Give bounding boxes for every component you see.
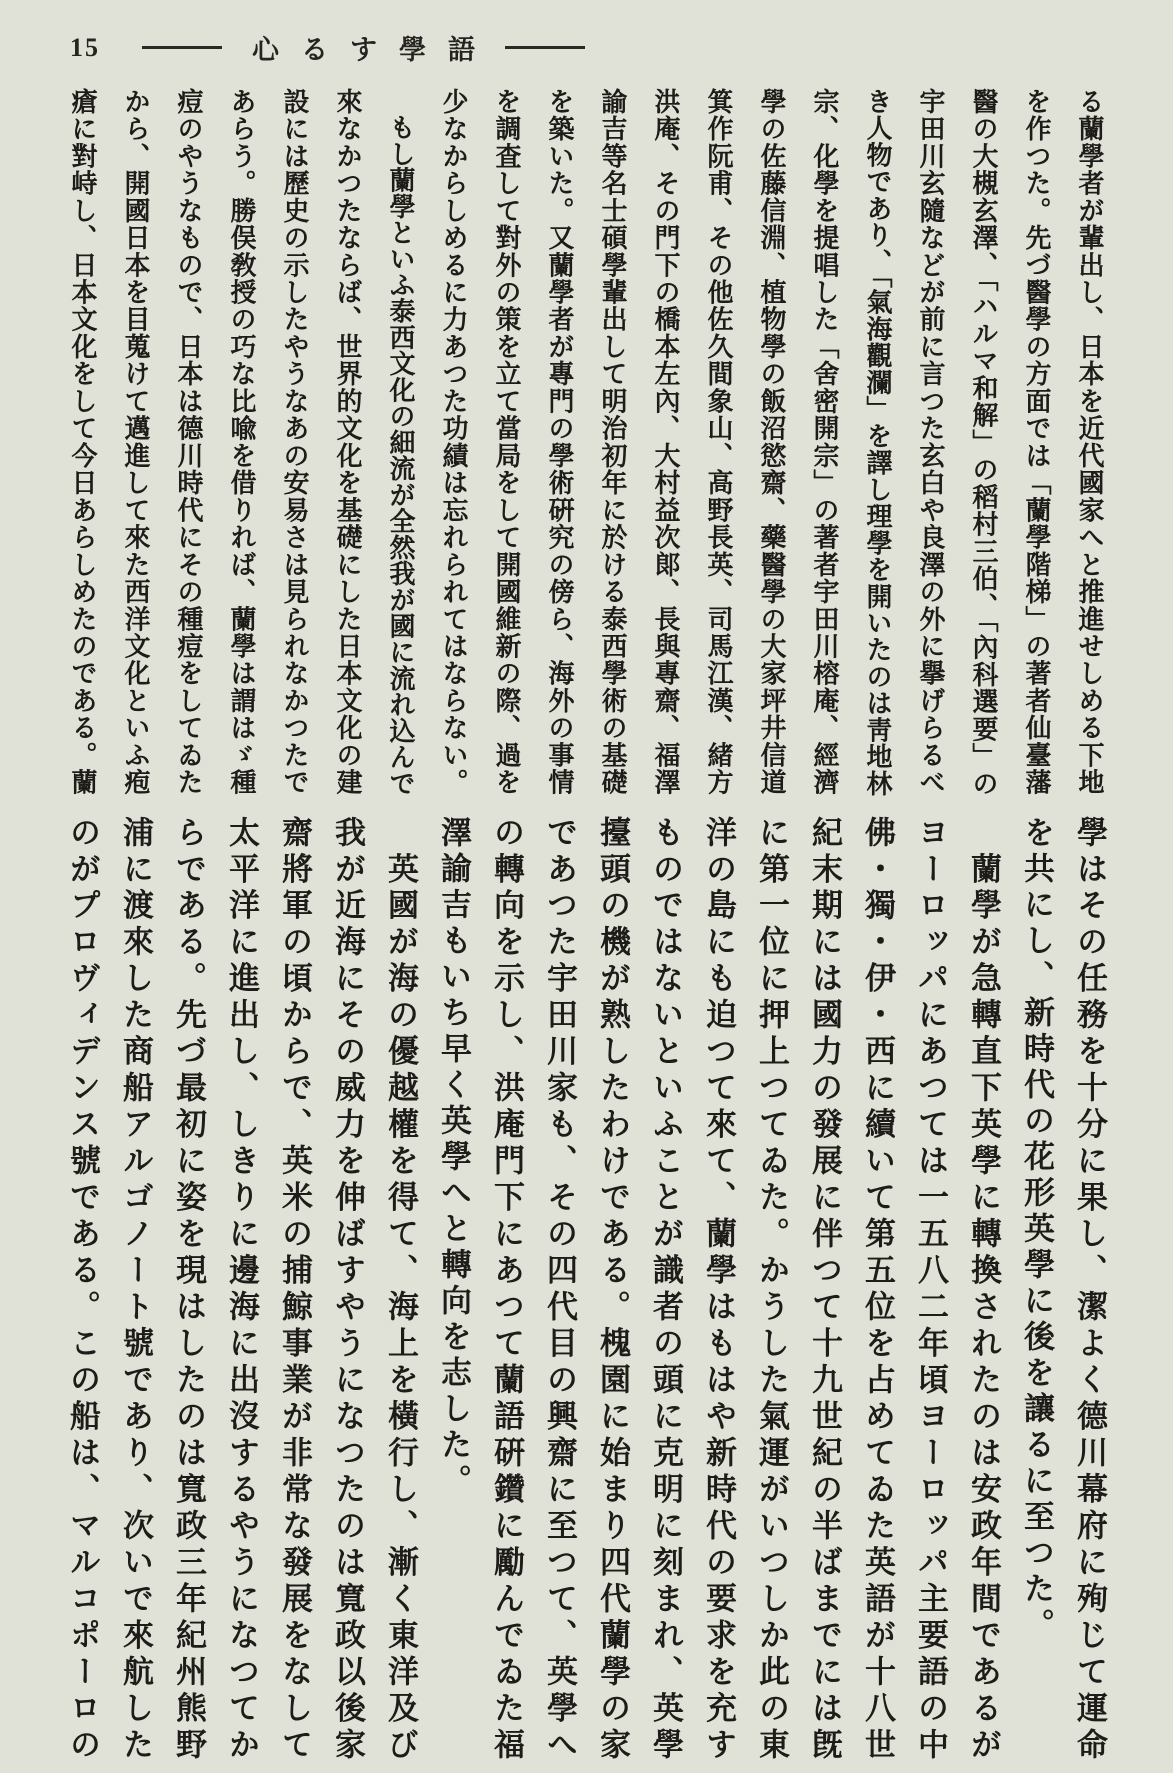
text-column: に第一位に押上つてゐた。かうした氣運がいつしか此の東 [754, 816, 789, 1764]
text-column: 痘のやうなもので、日本は德川時代にその種痘をしてゐた [174, 88, 203, 796]
lower-text-block [56, 816, 1116, 1764]
text-column: 醫の大槻玄澤、「ハルマ和解」の稻村三伯、「內科選要」の [969, 88, 998, 796]
text-column: 佛・獨・伊・西に續いて第五位を占めてゐた英語が十八世 [860, 816, 895, 1764]
text-column: から、開國日本を目蒐けて邁進して來た西洋文化といふ疱 [121, 88, 150, 796]
text-column: のがプロヴィデンス號である。この船は、マルコポーロの [65, 816, 100, 1764]
text-column: 擡頭の機が熟したわけである。槐園に始まり四代蘭學の家 [595, 816, 630, 1764]
text-column: 來なかつたならば、世界的文化を基礎にした日本文化の建 [333, 88, 362, 796]
text-column: あらう。勝俣敎授の巧な比喩を借りれば、蘭學は謂はゞ種 [227, 88, 256, 796]
text-column: 蘭學が急轉直下英學に轉換されたのは安政年間であるが [966, 816, 1001, 1764]
text-column: 宗、化學を提唱した「舍密開宗」の著者宇田川榕庵、經濟 [810, 88, 839, 796]
text-column: 洋の島にも迫つて來て、蘭學はもはや新時代の要求を充す [701, 816, 736, 1764]
page-header [70, 28, 585, 67]
text-column: 紀末期には國力の發展に伴つて十九世紀の半ばまでには旣 [807, 816, 842, 1764]
text-column: の轉向を示し、洪庵門下にあつて蘭語硏鑽に勵んでゐた福 [489, 816, 524, 1764]
text-column: 設には歷史の示したやうなあの安易さは見られなかつたで [280, 88, 309, 796]
text-column: 我が近海にその威力を伸ばすやうになつたのは寬政以後家 [330, 816, 365, 1764]
text-column: ものではないといふことが識者の頭に克明に刻まれ、英學 [648, 816, 683, 1764]
text-column: 箕作阮甫、その他佐久間象山、高野長英、司馬江漢、緒方 [704, 88, 733, 796]
text-column: 英國が海の優越權を得て、海上を橫行し、漸く東洋及び [383, 816, 418, 1764]
text-column: 宇田川玄隨などが前に言つた玄白や良澤の外に擧げらるべ [916, 88, 945, 796]
text-column: 太平洋に進出し、しきりに邊海に出沒するやうになつてか [224, 816, 259, 1764]
text-column: 諭吉等名士碩學輩出して明治初年に於ける泰西學術の基礎 [598, 88, 627, 796]
text-column: 洪庵、その門下の橋本左內、大村益次郞、長與專齋、福澤 [651, 88, 680, 796]
text-column: き人物であり、「氣海觀瀾」を譯し理學を開いたのは靑地林 [863, 88, 892, 797]
header-rule-right [505, 46, 585, 49]
text-column: らである。先づ最初に姿を現はしたのは寬政三年紀州熊野 [171, 816, 206, 1764]
text-column: 澤諭吉もいち早く英學へと轉向を志した。 [436, 816, 471, 1500]
text-column: を築いた。又蘭學者が專門の學術硏究の傍ら、海外の事情 [545, 88, 574, 796]
text-column: 浦に渡來した商船アルゴノート號であり、次いで來航した [118, 816, 153, 1764]
text-column: を共にし、新時代の花形英學に後を讓るに至つた。 [1019, 816, 1054, 1644]
text-column: 學はその任務を十分に果し、潔よく德川幕府に殉じて運命 [1072, 816, 1107, 1764]
text-column: もし蘭學といふ泰西文化の細流が全然我が國に流れ込んで [386, 88, 415, 797]
text-column: 少なからしめるに力あつた功績は忘れられてはならない。 [439, 88, 468, 796]
text-column: 學の佐藤信淵、植物學の飯沼慾齋、藥醫學の大家坪井信道 [757, 88, 786, 796]
text-column: る蘭學者が輩出し、日本を近代國家へと推進せしめる下地 [1075, 88, 1104, 796]
running-title: 心るす學語 [252, 35, 497, 65]
text-column: 齋將軍の頃からで、英米の捕鯨事業が非常な發展をなして [277, 816, 312, 1764]
page-number: 15 [70, 32, 100, 62]
text-column: を調査して對外の策を立て當局をして開國維新の際、過を [492, 88, 521, 796]
header-rule-left [142, 46, 222, 49]
text-column: 瘡に對峙し、日本文化をして今日あらしめたのである。蘭 [68, 88, 97, 796]
text-column: を作つた。先づ醫學の方面では「蘭學階梯」の著者仙臺藩 [1022, 88, 1051, 796]
upper-text-block [56, 88, 1116, 796]
text-column: であつた宇田川家も、その四代目の興齋に至つて、英學へ [542, 816, 577, 1764]
text-column: ヨーロッパにあつては一五八二年頃ヨーロッパ主要語の中 [913, 816, 948, 1764]
